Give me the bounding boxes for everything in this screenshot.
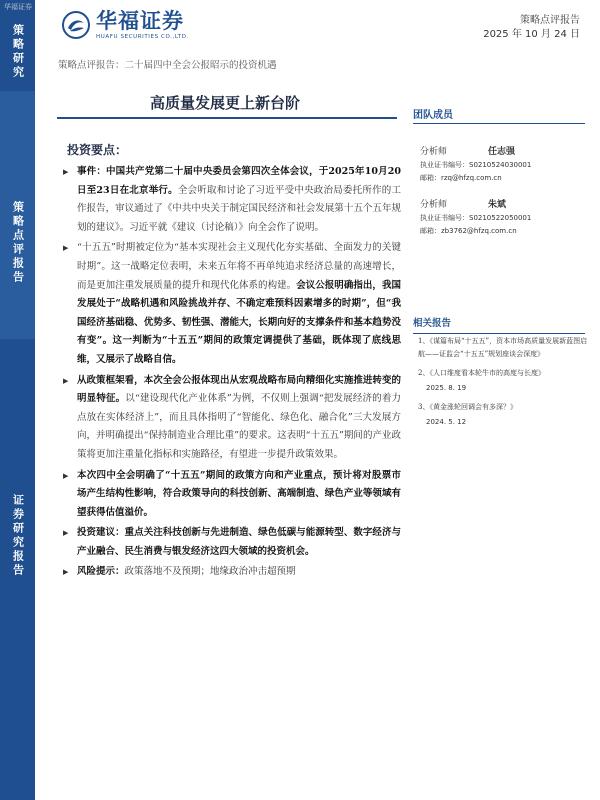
analyst-name: 任志强 bbox=[488, 147, 516, 157]
key-point-bold: 投资建议：重点关注科技创新与先进制造、绿色低碳与能源转型、数字经济与产业融合、民生消费与银发经济这四大领域的投资机会。 bbox=[77, 527, 401, 557]
watermark: 华福证券 bbox=[4, 3, 32, 11]
key-point-text: “十五五”时期被定位为“基本实现社会主义现代化夯实基础、全面发力的关键时期”。这一战略定位表明，未来五年将不再单纯追求经济总量的高速增长，而是更加注重发展质量的提升和现代化体系的构建。 bbox=[77, 242, 401, 291]
key-point-bold: 从政策框架看，本次全会公报体现出从宏观战略布局向精细化实施推进转变的明显特征。 bbox=[77, 374, 401, 405]
company-logo bbox=[62, 10, 189, 40]
side-band-top bbox=[0, 0, 35, 91]
analyst-email[interactable]: zb3762@hfzq.com.cn bbox=[441, 226, 517, 235]
side-label-bottom: 证券研究报告 bbox=[11, 494, 25, 578]
related-report-item[interactable]: 3、《黄金涨轮回调会有多深？》 bbox=[418, 403, 517, 411]
email-label: 邮箱： bbox=[420, 226, 441, 235]
key-point-bold: 会议公报明确指出，我国发展处于“战略机遇和风险挑战并存、不确定难预料因素增多的时期”，但“我国经济基础稳、优势多、韧性强、潜能大，长期向好的支撑条件和基本趋势没有变”。这一判断为“十五五”期间的政策定调提供了基础，既体现了底线思维，又展示了战略自信。 bbox=[77, 279, 401, 365]
team-heading: 团队成员 bbox=[413, 110, 453, 121]
related-report-item[interactable]: 1、《谋篇布局“十五五”，资本市场高质量发展新蓝图启航——证监会“十五五”规划座谈会深度》 bbox=[418, 337, 588, 358]
related-reports-heading: 相关报告 bbox=[413, 315, 585, 334]
key-point-text: 以“建设现代化产业体系”为例，不仅则上强调“把发展经济的着力点放在实体经济上”，而且具体指明了“智能化、绿色化、融合化”三大发展方向，并明确提出“保持制造业合理比重”的要求。这表明“十五五”期间的产业政策将更加注重量化指标和实施路径，有望进一步提升政策效果。 bbox=[77, 393, 401, 460]
side-label-middle: 策略点评报告 bbox=[11, 201, 25, 285]
email-label: 邮箱： bbox=[420, 173, 441, 182]
report-title: 高质量发展更上新台阶 bbox=[149, 94, 300, 112]
key-point bbox=[63, 163, 401, 237]
side-label-top: 策略研究 bbox=[11, 24, 25, 80]
report-date: 2025 年 10 月 24 日 bbox=[483, 29, 580, 40]
report-type: 策略点评报告 bbox=[520, 15, 580, 26]
related-report-date: 2024. 5. 12 bbox=[426, 418, 467, 426]
cert-label: 执业证书编号： bbox=[420, 214, 469, 222]
key-point-text: 全会听取和讨论了习近平受中央政治局委托所作的工作报告，审议通过了《中共中央关于制定国民经济和社会发展第十五个五年规划的建议》。习近平就《建议（讨论稿）》向全会作了说明。 bbox=[77, 184, 401, 233]
side-band-middle bbox=[0, 91, 35, 339]
analyst-email[interactable]: rzq@hfzq.com.cn bbox=[441, 173, 502, 182]
title-divider bbox=[57, 117, 397, 119]
report-subtitle: 策略点评报告：二十届四中全会公报昭示的投资机遇 bbox=[58, 60, 277, 71]
key-point bbox=[63, 467, 401, 523]
analyst-card bbox=[420, 198, 590, 237]
related-report-date: 2025. 8. 19 bbox=[426, 384, 467, 392]
side-band-bottom bbox=[0, 339, 35, 800]
key-point-bold: 本次四中全会明确了“十五五”期间的政策方向和产业重点，预计将对股票市场产生结构性影响，符合政策导向的科技创新、高端制造、绿色产业等领域有望获得估值溢价。 bbox=[77, 469, 401, 518]
related-report-item[interactable]: 2、《人口维度看本轮牛市的高度与长度》 bbox=[418, 369, 545, 377]
cert-number: S0210522050001 bbox=[469, 214, 532, 222]
analyst-card bbox=[420, 145, 590, 184]
logo-mark-icon bbox=[62, 11, 90, 39]
related-reports-list bbox=[418, 335, 590, 435]
key-point bbox=[63, 524, 401, 561]
side-band bbox=[0, 0, 35, 800]
key-point-bold: 风险提示： bbox=[77, 566, 125, 578]
analyst-role: 分析师 bbox=[420, 147, 448, 157]
logo-name-en: HUAFU SECURITIES CO.,LTD. bbox=[96, 34, 189, 40]
key-point-text: 政策落地不及预期；地缘政治冲击超预期 bbox=[124, 566, 296, 578]
key-points-heading: 投资要点： bbox=[67, 143, 128, 157]
key-point bbox=[63, 563, 401, 582]
analyst-name: 朱斌 bbox=[488, 200, 507, 210]
logo-name-cn: 华福证券 bbox=[96, 9, 184, 33]
team-divider bbox=[413, 123, 585, 124]
key-point-bold: 事件：中国共产党第二十届中央委员会第四次全体会议，于2025年10月20日至23日在北京举行。 bbox=[77, 166, 401, 196]
cert-label: 执业证书编号： bbox=[420, 161, 469, 169]
analyst-role: 分析师 bbox=[420, 200, 448, 210]
key-points-body bbox=[63, 163, 401, 584]
cert-number: S0210524030001 bbox=[469, 161, 532, 169]
key-point bbox=[63, 239, 401, 369]
key-point bbox=[63, 372, 401, 465]
